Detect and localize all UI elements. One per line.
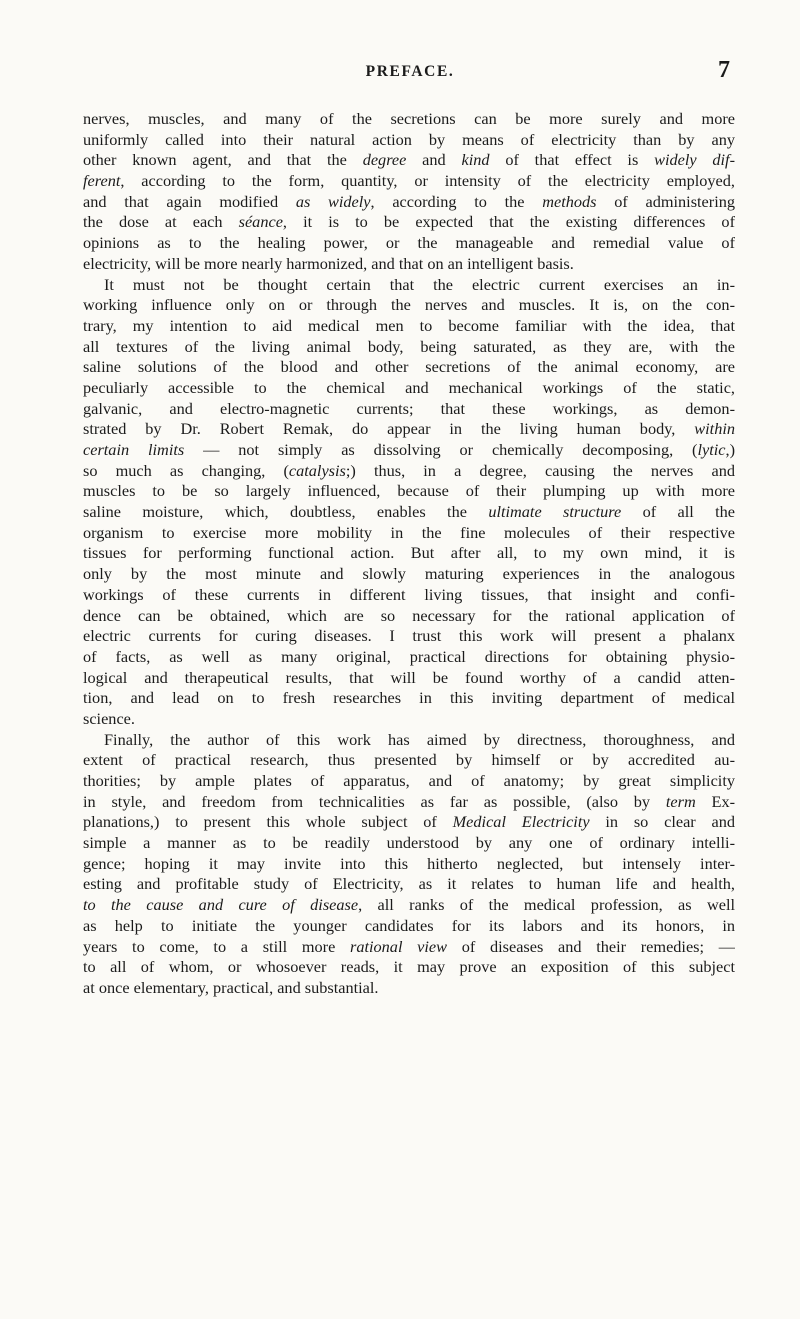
text-line: planations,) to present this whole subject of Medical Electricity in so clear and bbox=[83, 812, 735, 832]
text-line: strated by Dr. Robert Remak, do appear in the living human body, within bbox=[83, 419, 735, 439]
text-line: Finally, the author of this work has aimed by directness, thoroughness, and bbox=[104, 729, 735, 749]
page-header bbox=[90, 57, 730, 84]
text-line: organism to exercise more mobility in the fine molecules of their respective bbox=[83, 522, 735, 542]
text-line: working influence only on or through the nerves and muscles. It is, on the con- bbox=[83, 295, 735, 315]
text-line: to all of whom, or whosoever reads, it may prove an exposition of this subject bbox=[83, 957, 735, 977]
text-line: to the cause and cure of disease, all ranks of the medical profession, as well bbox=[83, 895, 735, 915]
text-line: peculiarly accessible to the chemical and mechanical workings of the static, bbox=[83, 377, 735, 397]
text-line: muscles to be so largely influenced, because of their plumping up with more bbox=[83, 481, 735, 501]
text-line: the dose at each séance, it is to be expected that the existing differences of bbox=[83, 212, 735, 232]
text-line: ferent, according to the form, quantity, or intensity of the electricity employed, bbox=[83, 171, 735, 191]
text-line: tissues for performing functional action. But after all, to my own mind, it is bbox=[83, 543, 735, 563]
text-line: extent of practical research, thus presented by himself or by accredited au- bbox=[83, 750, 735, 770]
text-line: electricity, will be more nearly harmonized, and that on an intelligent basis. bbox=[83, 253, 574, 273]
text-line: It must not be thought certain that the electric current exercises an in- bbox=[104, 274, 735, 294]
text-line: dence can be obtained, which are so necessary for the rational application of bbox=[83, 605, 735, 625]
text-line: uniformly called into their natural action by means of electricity than by any bbox=[83, 129, 735, 149]
text-line: saline solutions of the blood and other secretions of the animal economy, are bbox=[83, 357, 735, 377]
text-line: in style, and freedom from technicalities as far as possible, (also by term Ex- bbox=[83, 791, 735, 811]
text-line: opinions as to the healing power, or the manageable and remedial value of bbox=[83, 233, 735, 253]
text-line: other known agent, and that the degree and kind of that effect is widely dif- bbox=[83, 150, 735, 170]
text-line: years to come, to a still more rational view of diseases and their remedies; — bbox=[83, 936, 735, 956]
text-line: logical and therapeutical results, that will be found worthy of a candid atten- bbox=[83, 667, 735, 687]
text-line: certain limits — not simply as dissolving or chemically decomposing, (lytic,) bbox=[83, 440, 735, 459]
text-line: thorities; by ample plates of apparatus, and of anatomy; by great simplicity bbox=[83, 771, 735, 790]
text-line: and that again modified as widely, according to the methods of administering bbox=[83, 191, 735, 211]
text-line: of facts, as well as many original, practical directions for obtaining physio- bbox=[83, 646, 735, 666]
text-line: galvanic, and electro-magnetic currents; that these workings, as demon- bbox=[83, 398, 735, 418]
text-line: nerves, muscles, and many of the secretions can be more surely and more bbox=[83, 109, 735, 128]
text-line: tion, and lead on to fresh researches in this inviting department of medical bbox=[83, 688, 735, 708]
text-line: so much as changing, (catalysis;) thus, in a degree, causing the nerves and bbox=[83, 460, 735, 480]
body-text bbox=[83, 109, 735, 999]
text-line: all textures of the living animal body, being saturated, as they are, with the bbox=[83, 336, 735, 356]
text-line: esting and profitable study of Electricity, as it relates to human life and health, bbox=[83, 874, 735, 894]
text-line: science. bbox=[83, 708, 135, 728]
text-line: simple a manner as to be readily understood by any one of ordinary intelli- bbox=[83, 833, 735, 853]
page-number: 7 bbox=[718, 57, 730, 83]
text-line: electric currents for curing diseases. I trust this work will present a phalanx bbox=[83, 626, 735, 646]
text-line: workings of these currents in different living tissues, that insight and confi- bbox=[83, 584, 735, 604]
text-line: as help to initiate the younger candidates for its labors and its honors, in bbox=[83, 915, 735, 935]
running-title: PREFACE. bbox=[365, 63, 455, 80]
text-line: gence; hoping it may invite into this hitherto neglected, but intensely inter- bbox=[83, 853, 735, 873]
text-line: at once elementary, practical, and substantial. bbox=[83, 977, 379, 997]
text-line: only by the most minute and slowly maturing experiences in the analogous bbox=[83, 564, 735, 584]
text-line: trary, my intention to aid medical men to become familiar with the idea, that bbox=[83, 315, 735, 335]
text-line: saline moisture, which, doubtless, enables the ultimate structure of all the bbox=[83, 502, 735, 522]
